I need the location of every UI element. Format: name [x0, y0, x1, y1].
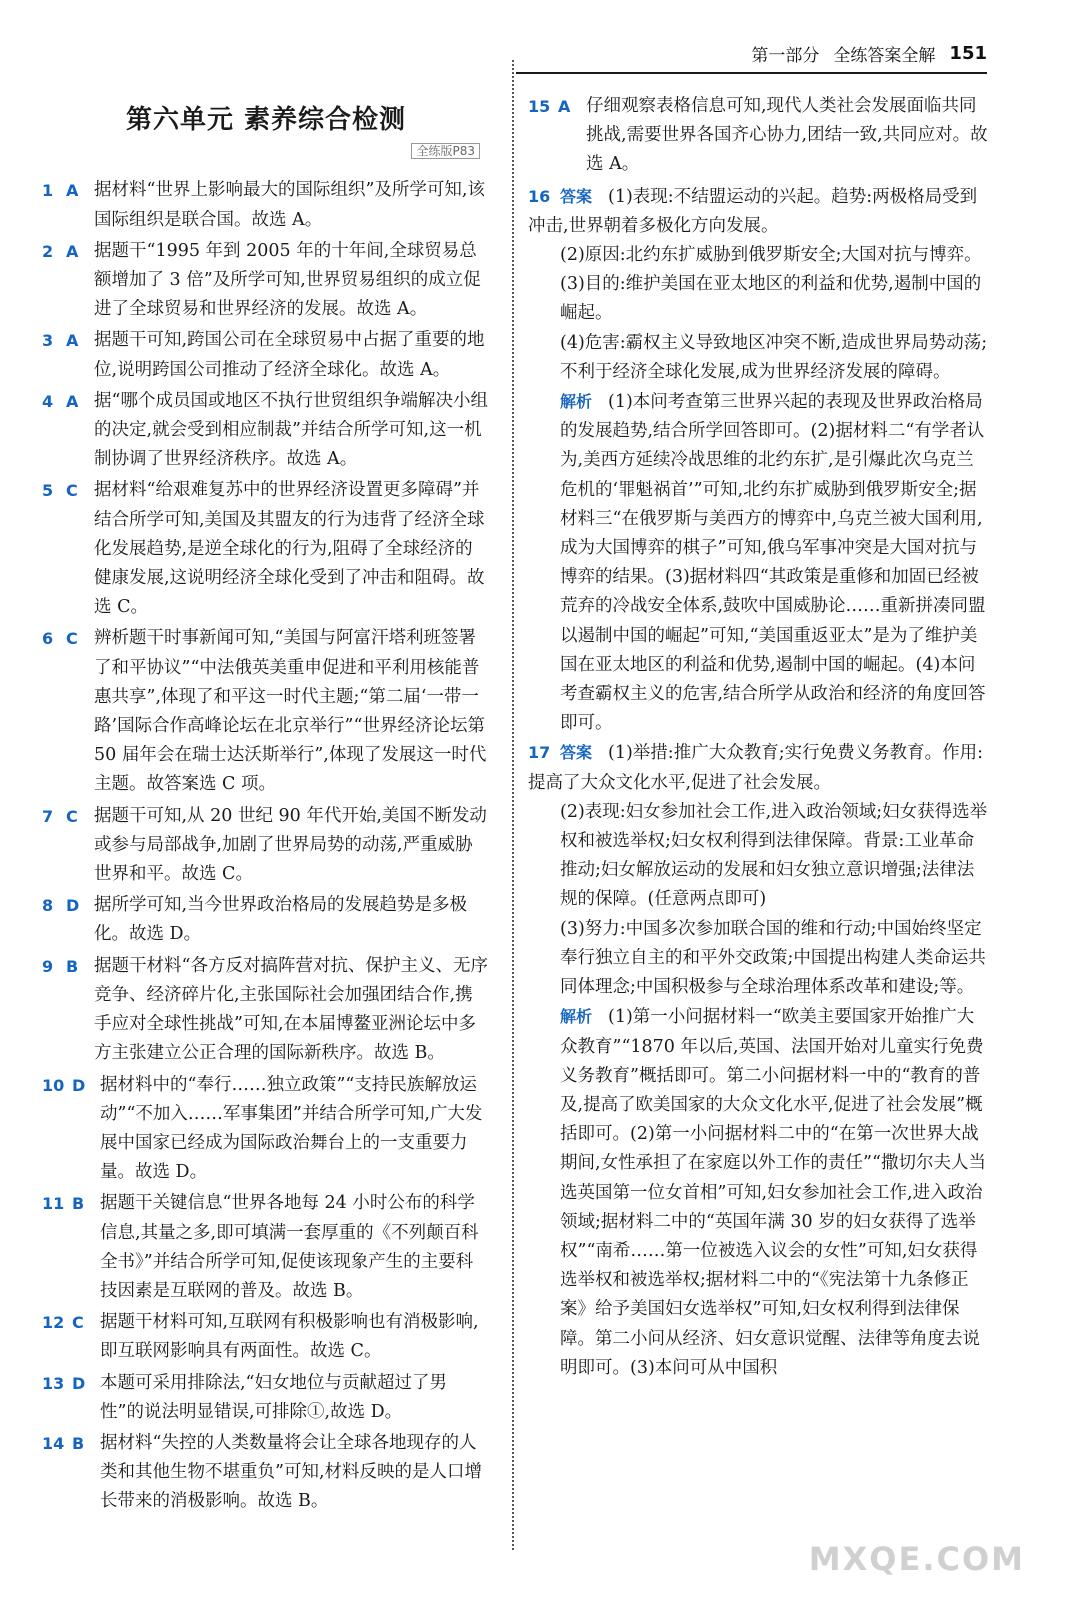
- question-number: 3: [42, 331, 54, 351]
- answer-part: (3)努力:中国多次参加联合国的维和行动;中国始终坚定奉行独立自主的和平外交政策;中国提出构建人类命运共同体理念;中国积极参与全球治理体系改革和建设;等。: [560, 918, 986, 998]
- answer-letter: B: [66, 956, 79, 976]
- answer-letter: B: [72, 1194, 85, 1214]
- question-number: 13: [42, 1373, 65, 1393]
- answer-letter: A: [66, 241, 79, 261]
- answer-explanation: 据题干材料可知,互联网有积极影响也有消极影响,即互联网影响具有两面性。故选 C。: [100, 1312, 479, 1362]
- answer-letter: C: [66, 806, 78, 826]
- answer-item-5: [42, 476, 490, 622]
- answer-explanation: 据所学可知,当今世界政治格局的发展趋势是多极化。故选 D。: [94, 895, 468, 945]
- answer-explanation: 据材料中的“奉行……独立政策”“支持民族解放运动”“不加入……军事集团”并结合所学可知,广大发展中国家已经成为国际政治舞台上的一支重要力量。故选 D。: [100, 1074, 483, 1183]
- answer-letter: C: [66, 629, 78, 649]
- question-number: 7: [42, 806, 54, 826]
- answer-explanation: 辨析题干时事新闻可知,“美国与阿富汗塔利班签署了和平协议”“中法俄英美重申促进和平利用核能普惠共享”,体现了和平这一时代主题;“第二届‘一带一路’国际合作高峰论坛在北京举行”“世界经济论坛第 50 届年会在瑞士达沃斯举行”,体现了发展这一时代主题。故答案选 C 项。: [94, 628, 487, 795]
- answer-label: 答案: [560, 743, 593, 763]
- analysis-label: 解析: [560, 392, 593, 412]
- question-number: 4: [42, 391, 54, 411]
- answer-explanation: 据题干“1995 年到 2005 年的十年间,全球贸易总额增加了 3 倍”及所学可知,世界贸易组织的成立促进了全球贸易和世界经济的发展。故选 A。: [94, 240, 481, 320]
- answer-letter: B: [72, 1433, 85, 1453]
- answer-explanation: 据题干材料“各方反对搞阵营对抗、保护主义、无序竞争、经济碎片化,主张国际社会加强团结合作,携手应对全球性挑战”可知,在本届博鳌亚洲论坛中多方主张建立公正合理的国际新秩序。故选 B。: [94, 955, 488, 1064]
- question-number: 8: [42, 896, 54, 916]
- question-number: 1: [42, 181, 54, 201]
- question-17: [528, 738, 990, 1382]
- left-column: [42, 92, 490, 1519]
- answer-part: (3)目的:维护美国在亚太地区的利益和优势,遏制中国的崛起。: [560, 274, 982, 324]
- column-divider: [512, 60, 514, 1550]
- analysis-text: (1)第一小问据材料一“欧美主要国家开始推广大众教育”“1870 年以后,英国、法国开始对儿童实行免费义务教育”概括即可。第二小问据材料一中的“教育的普及,提高了欧美国家的大众文化水平,促进了社会发展”概括即可。(2)第一小问据材料二中的“在第一次世界大战期间,女性承担了在家庭以外工作的责任”“撒切尔夫人当选英国第一位女首相”可知,妇女参加社会工作,进入政治领域;据材料二中的“英国年满 30 岁的妇女获得了选举权”“南希……第一位被选入议会的女性”可知,妇女获得选举权和被选举权;据材料二中的“《宪法第十九条修正案》给予美国妇女选举权”可知,妇女权利得到法律保障。第二小问从经济、妇女意识觉醒、法律等角度去说明即可。(3)本问可从中国积: [560, 1007, 986, 1378]
- answer-explanation: 仔细观察表格信息可知,现代人类社会发展面临共同挑战,需要世界各国齐心协力,团结一致,共同应对。故选 A。: [586, 96, 988, 175]
- question-number: 6: [42, 629, 54, 649]
- answer-item-4: [42, 387, 490, 475]
- answer-label: 答案: [560, 186, 593, 206]
- answer-letter: A: [66, 331, 79, 351]
- answer-part: (1)表现:不结盟运动的兴起。趋势:两极格局受到冲击,世界朝着多极化方向发展。: [528, 186, 978, 236]
- question-number: 16: [528, 186, 551, 206]
- answer-item-13: [42, 1369, 490, 1427]
- answer-letter: A: [66, 391, 79, 411]
- reference-tag: 全练版P83: [42, 137, 480, 166]
- answer-item-8: [42, 891, 490, 949]
- right-column: [528, 92, 990, 1383]
- answer-item-1: [42, 176, 490, 234]
- answer-part: (2)表现:妇女参加社会工作,进入政治领域;妇女获得选举权和被选举权;妇女权利得到法律保障。背景:工业革命推动;妇女解放运动的发展和妇女独立意识增强;法律法规的保障。(任意两点即可): [560, 801, 988, 910]
- answer-explanation: 据材料“世界上影响最大的国际组织”及所学可知,该国际组织是联合国。故选 A。: [94, 180, 485, 230]
- page-number: 151: [949, 42, 987, 64]
- analysis-text: (1)本问考查第三世界兴起的表现及世界政治格局的发展趋势,结合所学回答即可。(2)据材料二“有学者认为,美西方延续冷战思维的北约东扩,是引爆此次乌克兰危机的‘罪魁祸首’”可知,北约东扩威胁到俄罗斯安全;据材料三“在俄罗斯与美西方的博弈中,乌克兰被大国利用,成为大国博弈的棋子”可知,俄乌军事冲突是大国对抗与博弈的结果。(3)据材料四“其政策是重修和加固已经被荒弃的冷战安全体系,鼓吹中国威胁论……重新拼凑同盟以遏制中国的崛起”可知,“美国重返亚太”是为了维护美国在亚太地区的利益和优势,遏制中国的崛起。(4)本问考查霸权主义的危害,结合所学从政治和经济的角度回答即可。: [560, 392, 986, 734]
- question-16: [528, 182, 990, 739]
- question-number: 15: [528, 97, 551, 116]
- watermark-logo: MXQE.COM: [808, 1540, 1025, 1578]
- answer-item-15: [528, 92, 990, 180]
- answer-letter: D: [66, 896, 80, 916]
- question-number: 17: [528, 743, 551, 763]
- answer-letter: C: [66, 481, 78, 501]
- header-rule: [516, 72, 987, 74]
- answer-letter: D: [72, 1373, 86, 1393]
- answer-letter: C: [72, 1313, 84, 1333]
- question-number: 9: [42, 956, 54, 976]
- answer-explanation: 据题干可知,跨国公司在全球贸易中占据了重要的地位,说明跨国公司推动了经济全球化。故选 A。: [94, 330, 485, 380]
- header-section: 第一部分: [751, 45, 820, 66]
- question-number: 5: [42, 481, 54, 501]
- answer-explanation: 本题可采用排除法,“妇女地位与贡献超过了男性”的说法明显错误,可排除①,故选 D。: [100, 1372, 448, 1422]
- answer-item-7: [42, 802, 490, 890]
- answer-item-14: [42, 1429, 490, 1517]
- answer-letter: A: [558, 97, 571, 116]
- answer-letter: D: [72, 1075, 86, 1095]
- answer-item-10: [42, 1071, 490, 1188]
- answer-item-2: [42, 237, 490, 325]
- answer-letter: A: [66, 181, 79, 201]
- question-number: 10: [42, 1075, 65, 1095]
- answer-explanation: 据材料“失控的人类数量将会让全球各地现存的人类和其他生物不堪重负”可知,材料反映的是人口增长带来的消极影响。故选 B。: [100, 1432, 483, 1512]
- answer-explanation: 据题干可知,从 20 世纪 90 年代开始,美国不断发动或参与局部战争,加剧了世界局势的动荡,严重威胁世界和平。故选 C。: [94, 805, 487, 885]
- answer-part: (2)原因:北约东扩威胁到俄罗斯安全;大国对抗与博弈。: [560, 245, 982, 266]
- answer-part: (1)举措:推广大众教育;实行免费义务教育。作用:提高了大众文化水平,促进了社会发展。: [528, 743, 983, 793]
- answer-explanation: 据材料“给艰难复苏中的世界经济设置更多障碍”并结合所学可知,美国及其盟友的行为违背了经济全球化发展趋势,是逆全球化的行为,阻碍了全球经济的健康发展,这说明经济全球化受到了冲击和阻碍。故选 C。: [94, 480, 485, 618]
- question-number: 2: [42, 241, 54, 261]
- answer-item-3: [42, 326, 490, 384]
- question-number: 12: [42, 1313, 65, 1333]
- question-number: 14: [42, 1433, 65, 1453]
- question-number: 11: [42, 1194, 65, 1214]
- answer-list: [42, 176, 490, 1516]
- page-header: [751, 36, 987, 70]
- answer-item-6: [42, 624, 490, 799]
- answer-item-9: [42, 952, 490, 1069]
- answer-part: (4)危害:霸权主义导致地区冲突不断,造成世界局势动荡;不利于经济全球化发展,成为世界经济发展的障碍。: [560, 332, 988, 382]
- answer-item-11: [42, 1189, 490, 1306]
- answer-item-12: [42, 1308, 490, 1366]
- analysis-label: 解析: [560, 1007, 593, 1027]
- answer-explanation: 据题干关键信息“世界各地每 24 小时公布的科学信息,其量之多,即可填满一套厚重的《不列颠百科全书》”并结合所学可知,促使该现象产生的主要科技因素是互联网的普及。故选 B。: [100, 1193, 479, 1301]
- answer-explanation: 据“哪个成员国或地区不执行世贸组织争端解决小组的决定,就会受到相应制裁”并结合所学可知,这一机制协调了世界经济秩序。故选 A。: [94, 390, 488, 470]
- header-subtitle: 全练答案全解: [833, 45, 936, 66]
- page-title: 第六单元 素养综合检测: [125, 105, 407, 135]
